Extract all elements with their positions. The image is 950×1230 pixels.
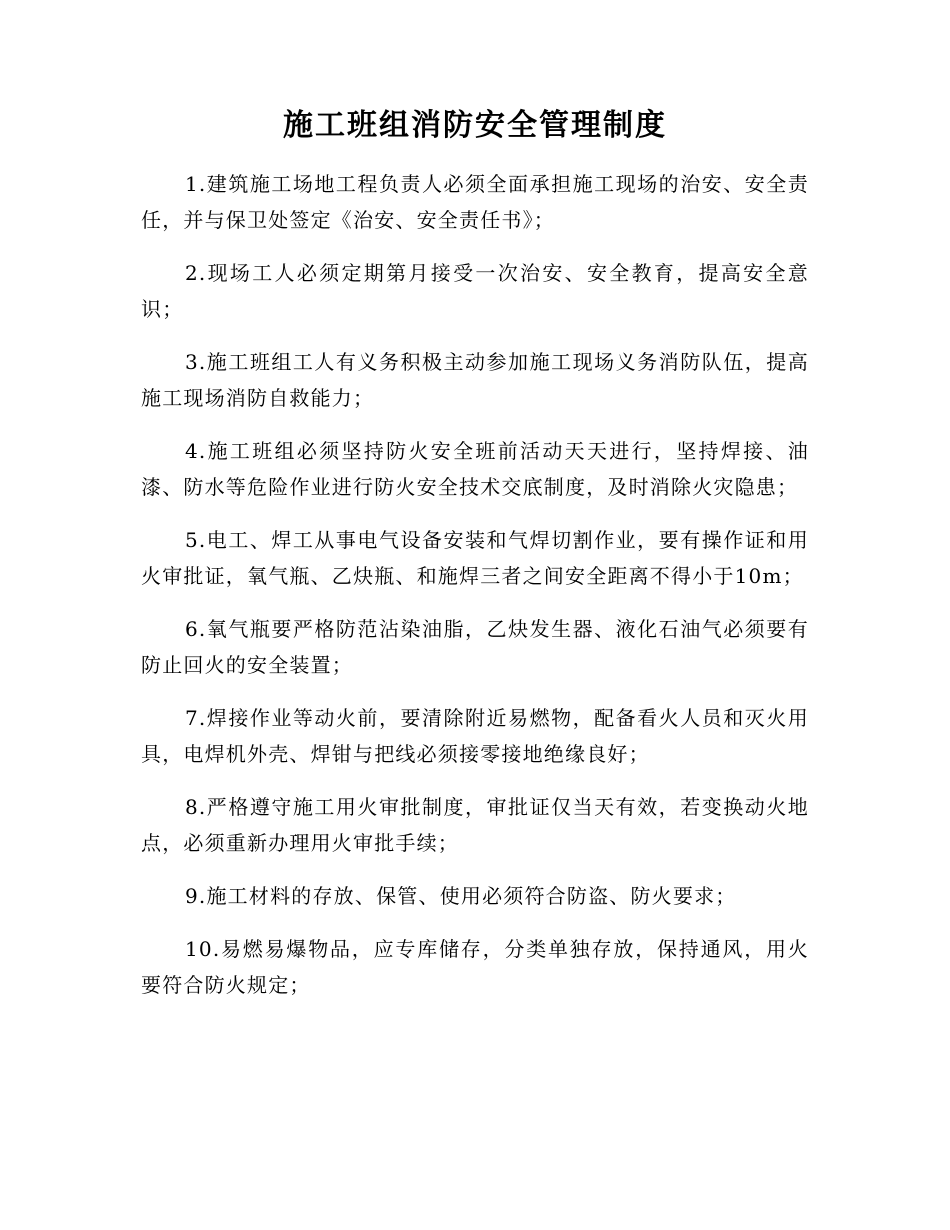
paragraph-2: 2.现场工人必须定期第月接受一次治安、安全教育，提高安全意识； [141,261,809,321]
paragraph-6: 6.氧气瓶要严格防范沾染油脂，乙炔发生器、液化石油气必须要有防止回火的安全装置； [141,617,809,677]
paragraph-10: 10.易燃易爆物品，应专库储存，分类单独存放，保持通风，用火要符合防火规定； [141,937,809,997]
paragraph-5: 5.电工、焊工从事电气设备安装和气焊切割作业，要有操作证和用火审批证，氧气瓶、乙炔瓶、和施焊三者之间安全距离不得小于10m； [141,528,809,588]
paragraph-9: 9.施工材料的存放、保管、使用必须符合防盗、防火要求； [185,884,737,908]
paragraph-1: 1.建筑施工场地工程负责人必须全面承担施工现场的治安、安全责任，并与保卫处签定《治安、安全责任书》； [141,172,809,232]
document-title: 施工班组消防安全管理制度 [283,108,667,143]
paragraph-4: 4.施工班组必须坚持防火安全班前活动天天进行，坚持焊接、油漆、防水等危险作业进行防火安全技术交底制度，及时消除火灾隐患； [141,439,809,499]
paragraph-3: 3.施工班组工人有义务积极主动参加施工现场义务消防队伍，提高施工现场消防自救能力； [141,350,809,410]
document-body [141,166,809,1020]
paragraph-8: 8.严格遵守施工用火审批制度，审批证仅当天有效，若变换动火地点，必须重新办理用火审批手续； [141,795,809,855]
paragraph-7: 7.焊接作业等动火前，要清除附近易燃物，配备看火人员和灭火用具，电焊机外壳、焊钳与把线必须接零接地绝缘良好； [141,706,809,766]
